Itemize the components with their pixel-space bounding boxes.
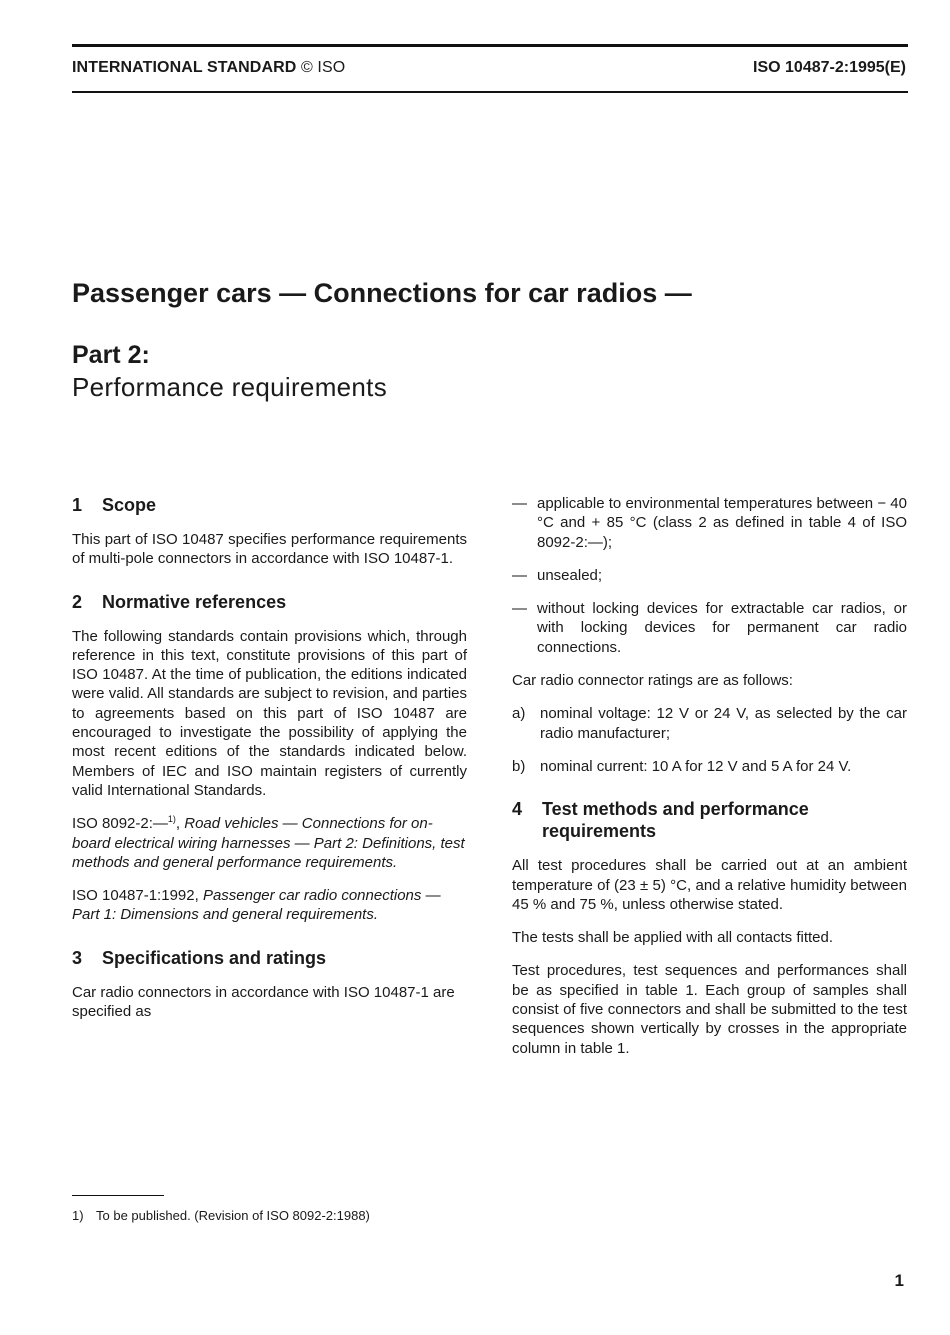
section-title: Normative references <box>102 591 287 612</box>
spec-item-text: unsealed; <box>537 566 603 584</box>
part-subtitle: Performance requirements <box>72 372 387 402</box>
specs-intro: Car radio connectors in accordance with ISO 10487-1 are specified as <box>72 983 455 1021</box>
section-scope-heading <box>72 494 467 516</box>
dash-marker: — <box>512 495 527 512</box>
normative-reference-2 <box>72 886 467 925</box>
spec-list-item <box>512 494 907 552</box>
spec-item-text: applicable to environmental temperatures between − 40 °C and + 85 °C (class 2 as defined in table 4 of ISO 8092-2:—); <box>537 495 907 551</box>
rating-list-item <box>512 757 907 776</box>
document-title: Passenger cars — Connections for car radios — <box>72 278 692 308</box>
header-standard-title: INTERNATIONAL STANDARD <box>72 59 297 76</box>
spec-list-item <box>512 599 907 657</box>
normative-reference-1 <box>72 814 467 872</box>
section-number: 3 <box>72 947 83 968</box>
reference-title: Road vehicles — Connections for on-board electrical wiring harnesses — Part 2: Definitions, test methods and general performance requirements. <box>72 815 465 871</box>
section-specs-heading <box>72 947 467 969</box>
reference-title: Passenger car radio connections — Part 1: Dimensions and general requirements. <box>72 887 441 924</box>
header-document-code: ISO 10487-2:1995(E) <box>753 59 906 76</box>
footnote-mark: 1) <box>72 1208 84 1223</box>
footnote-reference: 1) <box>167 814 176 825</box>
header-top-rule <box>72 44 908 47</box>
dash-marker: — <box>512 566 527 584</box>
header-bottom-rule <box>72 91 908 93</box>
rating-text: nominal current: 10 A for 12 V and 5 A for 24 V. <box>540 757 852 775</box>
tests-paragraph-1: All test procedures shall be carried out at an ambient temperature of (23 ± 5) °C, and a relative humidity between 45 % and 75 %, unless otherwise stated. <box>512 857 907 913</box>
reference-code: ISO 8092-2:— <box>72 815 168 833</box>
spec-list-item <box>512 566 907 585</box>
left-column <box>72 494 467 1035</box>
ratings-intro: Car radio connector ratings are as follows: <box>512 672 793 690</box>
footnote-rule <box>72 1195 164 1196</box>
list-marker: b) <box>512 757 526 775</box>
footnote <box>72 1208 370 1223</box>
page-number: 1 <box>894 1271 904 1290</box>
spec-item-text: without locking devices for extractable car radios, or with locking devices for permanent car radio connections. <box>537 600 907 656</box>
reference-separator: , <box>175 815 185 833</box>
normative-paragraph: The following standards contain provisions which, through reference in this text, constitute provisions of this part of ISO 10487. At the time of publication, the editions indicated were valid. All standards are subject to revision, and parties to agreements based on this part of ISO 10487 are encouraged to investigate the possibility of applying the most recent editions of the standards indicated below. Members of IEC and ISO maintain registers of currently valid International Standards. <box>72 627 467 799</box>
section-title: Scope <box>102 495 157 515</box>
reference-code: ISO 10487-1:1992, <box>72 887 203 905</box>
tests-paragraph-3: Test procedures, test sequences and performances shall be as specified in table 1. Each group of samples shall consist of five connectors and shall be submitted to the test sequences shown vertically by crosses in the appropriate column in table 1. <box>512 962 907 1057</box>
right-column <box>512 494 907 1072</box>
section-number: 4 <box>512 799 523 820</box>
section-tests-heading <box>512 798 907 842</box>
tests-paragraph-2: The tests shall be applied with all contacts fitted. <box>512 929 834 947</box>
section-number: 1 <box>72 495 83 515</box>
part-label: Part 2: <box>72 341 150 369</box>
scope-paragraph: This part of ISO 10487 specifies performance requirements of multi-pole connectors in accordance with ISO 10487-1. <box>72 531 467 568</box>
header-copyright: © ISO <box>300 59 346 76</box>
list-marker: a) <box>512 705 526 723</box>
section-title: Test methods and performance requirements <box>542 799 809 842</box>
section-number: 2 <box>72 591 83 612</box>
header-standard-label <box>72 59 345 77</box>
section-normative-heading <box>72 591 467 613</box>
section-title: Specifications and ratings <box>102 947 327 968</box>
dash-marker: — <box>512 600 527 618</box>
footnote-text: To be published. (Revision of ISO 8092-2:1988) <box>96 1208 370 1223</box>
rating-list-item <box>512 704 907 743</box>
rating-text: nominal voltage: 12 V or 24 V, as selected by the car radio manufacturer; <box>540 705 907 742</box>
